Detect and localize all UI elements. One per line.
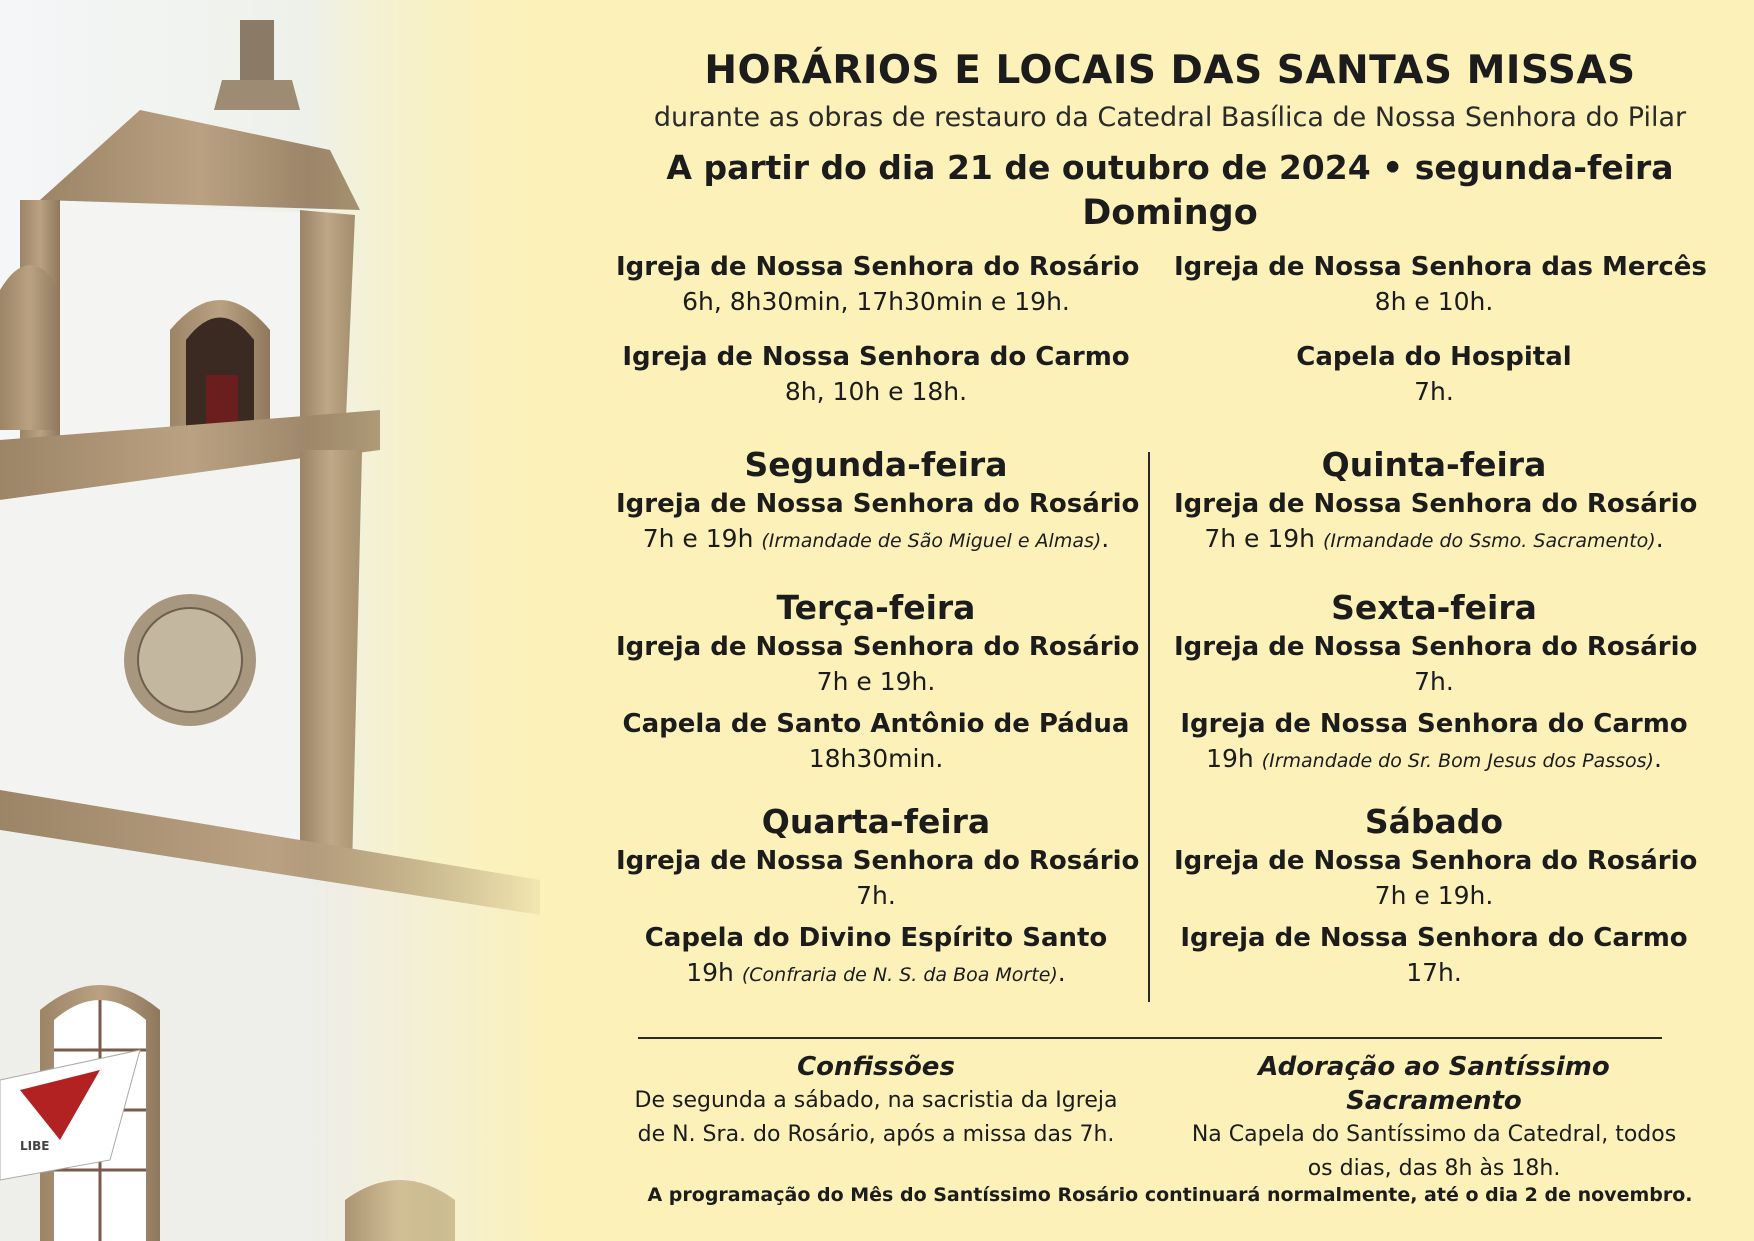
church-name: Capela do Hospital — [1296, 342, 1572, 372]
column-divider — [1148, 452, 1150, 1002]
confessions-title: Confissões — [797, 1052, 955, 1082]
friday-entry-carmo — [1174, 707, 1694, 779]
mass-note: (Irmandade do Ssmo. Sacramento) — [1322, 530, 1656, 552]
church-name: Igreja de Nossa Senhora do Rosário — [616, 846, 1140, 876]
schedule-content — [600, 0, 1740, 1241]
monday-entry-rosario — [616, 487, 1140, 559]
day-title-friday: Sexta-feira — [1331, 588, 1537, 627]
friday-entry-rosario — [1174, 630, 1698, 700]
day-title-tuesday: Terça-feira — [776, 588, 976, 627]
church-name: Igreja de Nossa Senhora do Rosário — [616, 252, 1140, 282]
mass-times: 18h30min. — [808, 744, 944, 773]
mass-note: (Confraria de N. S. da Boa Morte) — [741, 964, 1058, 986]
confessions-section — [616, 1050, 1136, 1152]
wednesday-entry-rosario — [616, 844, 1140, 914]
mass-times: 7h e 19h (Irmandade do Ssmo. Sacramento). — [1204, 524, 1664, 553]
mass-times: 8h e 10h. — [1374, 287, 1494, 316]
mass-times: 6h, 8h30min, 17h30min e 19h. — [682, 287, 1070, 316]
church-name: Capela de Santo Antônio de Pádua — [622, 709, 1130, 739]
day-title-sunday: Domingo — [1082, 193, 1258, 233]
footer-note: A programação do Mês do Santíssimo Rosário continuará normalmente, até o dia 2 de novembro. — [647, 1184, 1693, 1206]
mass-times: 19h (Confraria de N. S. da Boa Morte). — [686, 958, 1066, 987]
mass-times: 7h. — [1414, 667, 1454, 696]
tuesday-entry-rosario — [616, 630, 1140, 700]
church-name: Igreja de Nossa Senhora do Carmo — [1180, 923, 1688, 953]
start-date: A partir do dia 21 de outubro de 2024 • segunda-feira — [666, 148, 1674, 187]
confessions-text: De segunda a sábado, na sacristia da Igreja de N. Sra. do Rosário, após a missa das 7h. — [634, 1088, 1118, 1147]
mass-times: 19h (Irmandade do Sr. Bom Jesus dos Passos). — [1206, 744, 1662, 773]
mass-times: 7h. — [856, 881, 896, 910]
church-name: Igreja de Nossa Senhora do Carmo — [1180, 709, 1688, 739]
mass-times: 17h. — [1406, 958, 1462, 987]
day-title-saturday: Sábado — [1364, 802, 1504, 841]
mass-note: (Irmandade de São Miguel e Almas) — [761, 530, 1102, 552]
tuesday-entry-santo-antonio — [616, 707, 1136, 777]
church-name: Igreja de Nossa Senhora do Rosário — [616, 632, 1140, 662]
sunday-entry-carmo — [616, 340, 1136, 410]
subtitle: durante as obras de restauro da Catedral Basílica de Nossa Senhora do Pilar — [653, 102, 1687, 133]
wednesday-entry-divino — [616, 921, 1136, 993]
church-name: Igreja de Nossa Senhora do Rosário — [1174, 846, 1698, 876]
adoration-text: Na Capela do Santíssimo da Catedral, todos os dias, das 8h às 18h. — [1191, 1122, 1677, 1181]
mass-note: (Irmandade do Sr. Bom Jesus dos Passos) — [1261, 750, 1654, 772]
day-title-thursday: Quinta-feira — [1321, 445, 1547, 484]
church-name: Igreja de Nossa Senhora do Rosário — [1174, 632, 1698, 662]
saturday-entry-carmo — [1174, 921, 1694, 991]
saturday-entry-rosario — [1174, 844, 1698, 914]
main-title: HORÁRIOS E LOCAIS DAS SANTAS MISSAS — [704, 48, 1636, 93]
church-name: Igreja de Nossa Senhora do Rosário — [1174, 489, 1698, 519]
sunday-entry-hospital — [1174, 340, 1694, 410]
mass-times: 7h e 19h (Irmandade de São Miguel e Almas). — [642, 524, 1110, 553]
mass-times: 7h e 19h. — [816, 667, 936, 696]
mass-times: 7h e 19h. — [1374, 881, 1494, 910]
sunday-entry-rosario — [616, 250, 1140, 320]
adoration-section — [1174, 1050, 1694, 1186]
day-title-monday: Segunda-feira — [744, 445, 1008, 484]
section-divider — [638, 1037, 1662, 1039]
church-name: Capela do Divino Espírito Santo — [644, 923, 1108, 953]
adoration-title: Adoração ao Santíssimo Sacramento — [1258, 1052, 1610, 1116]
cathedral-tower-photo — [0, 0, 560, 1241]
day-title-wednesday: Quarta-feira — [761, 802, 991, 841]
church-name: Igreja de Nossa Senhora das Mercês — [1174, 252, 1707, 282]
sunday-entry-merces — [1174, 250, 1707, 320]
thursday-entry-rosario — [1174, 487, 1698, 559]
mass-times: 7h. — [1414, 377, 1454, 406]
church-name: Igreja de Nossa Senhora do Carmo — [622, 342, 1130, 372]
church-name: Igreja de Nossa Senhora do Rosário — [616, 489, 1140, 519]
mass-times: 8h, 10h e 18h. — [784, 377, 968, 406]
